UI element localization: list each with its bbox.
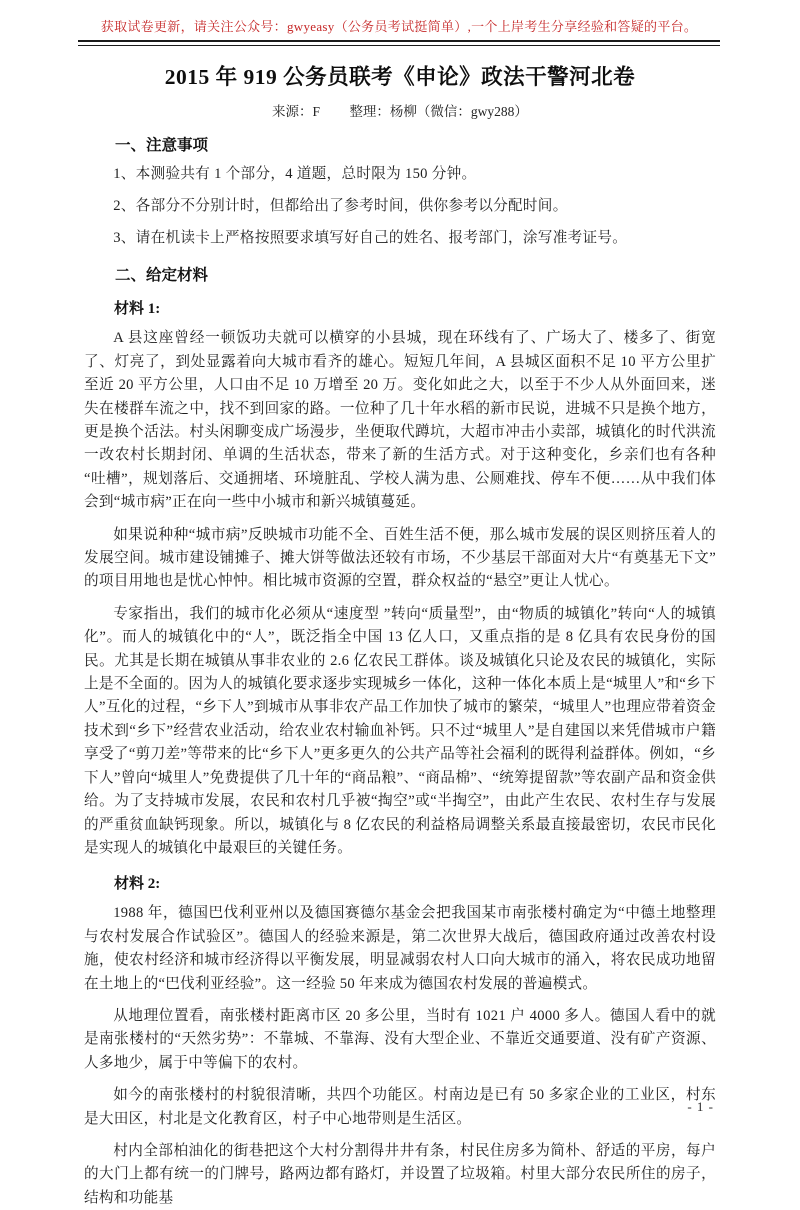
notice-item-2: 2、各部分不分别计时，但都给出了参考时间，供你参考以分配时间。 bbox=[113, 197, 568, 214]
source-label: 来源：F bbox=[272, 104, 321, 119]
notice-item-3: 3、请在机读卡上严格按照要求填写好自己的姓名、报考部门，涂写准考证号。 bbox=[113, 229, 628, 246]
header-double-rule bbox=[78, 40, 720, 46]
doc-meta-line bbox=[84, 100, 716, 120]
material-1-paragraph: 专家指出，我们的城市化必须从“速度型 ”转向“质量型”，由“物质的城镇化”转向“人的城镇化”。而人的城镇化中的“人”，既泛指全中国 13 亿人口，又重点指的是 8 亿具有农民身份的国民。尤其是长期在城镇从事非农业的 2.6 亿农民工群体。谈及城镇化只论及农民的城镇化，实际上是不全面的。因为人的城镇化要求逐步实现城乡一体化，这种一体化本质上是“城里人”和“乡下人”互化的过程，“乡下人”到城市从事非农产品工作加快了城市的繁荣，“城里人”也理应带着资金技术到“乡下”经营农业活动，给农业农村输血补钙。只不过“城里人”是自建国以来凭借城市户籍享受了“剪刀差”等带来的比“乡下人”更多更久的公共产品等社会福利的既得利益群体。例如，“乡下人”曾向“城里人”免费提供了几十年的“商品粮”、“商品棉”、“统筹提留款”等农副产品和资金供给。为了支持城市发展，农民和农村几乎被“掏空”或“半掏空”，由此产生农民、农村生存与发展的严重贫血缺钙现象。所以，城镇化与 8 亿农民的利益格局调整关系最直接最密切，农民市民化是实现人的城镇化中最艰巨的关键任务。 bbox=[84, 605, 716, 856]
editor-label: 整理：杨柳（微信：gwy288） bbox=[349, 104, 528, 119]
page-title: 2015 年 919 公务员联考《申论》政法干警河北卷 bbox=[164, 65, 636, 89]
material-1-paragraph: A 县这座曾经一顿饭功夫就可以横穿的小县城，现在环线有了、广场大了、楼多了、街宽了、灯亮了，到处显露着向大城市看齐的雄心。短短几年间，A 县城区面积不足 10 平方公里扩至近 20 平方公里，人口由不足 10 万增至 20 万。变化如此之大，以至于不少人从外面回来，迷失在楼群车流之中，找不到回家的路。一位种了几十年水稻的新市民说，进城不只是换个地方，更是换个活法。村头闲聊变成广场漫步，坐便取代蹲坑，大超市冲击小卖部，城镇化的时代洪流一改农村长期封闭、单调的生活状态，带来了新的生活方式。对于这种变化，乡亲们也有各种“吐槽”，规划落后、交通拥堵、环境脏乱、学校人满为患、公厕难找、停车不便……从中我们体会到“城市病”正在向一些中小城市和新兴城镇蔓延。 bbox=[84, 330, 716, 511]
document-content bbox=[84, 60, 716, 1210]
material-2-paragraph: 村内全部柏油化的街巷把这个大村分割得井井有条，村民住房多为简朴、舒适的平房，每户的大门上都有统一的门牌号，路两边都有路灯，并设置了垃圾箱。村里大部分农民所住的房子，结构和功能基 bbox=[84, 1142, 716, 1206]
material-1-heading: 材料 1: bbox=[114, 301, 161, 318]
page-number: - 1 - bbox=[687, 1099, 714, 1114]
material-2-paragraph: 从地理位置看，南张楼村距离市区 20 多公里，当时有 1021 户 4000 多人。德国人看中的就是南张楼村的“天然劣势”：不靠城、不靠海、没有大型企业、不靠近交通要道、没有矿产资源、人多地少，属于中等偏下的农村。 bbox=[84, 1007, 716, 1071]
notice-section-heading: 一、注意事项 bbox=[115, 137, 209, 154]
material-2-paragraph: 1988 年，德国巴伐利亚州以及德国赛德尔基金会把我国某市南张楼村确定为“中德土地整理与农村发展合作试验区”。德国人的经验来源是，第二次世界大战后，德国政府通过改善农村设施，使农村经济和城市经济得以平衡发展，明显减弱农村人口向大城市的涌入，将农民成功地留在土地上的“巴伐利亚经验”。这一经验 50 年来成为德国农村发展的普遍模式。 bbox=[84, 905, 716, 992]
notice-item-1: 1、本测验共有 1 个部分，4 道题，总时限为 150 分钟。 bbox=[113, 166, 477, 182]
materials-section-heading: 二、给定材料 bbox=[115, 267, 209, 285]
material-1-paragraph: 如果说种种“城市病”反映城市功能不全、百姓生活不便，那么城市发展的误区则挤压着人的发展空间。城市建设铺摊子、摊大饼等做法还较有市场，不少基层干部面对大片“有奠基无下文”的项目用地也是忧心忡忡。相比城市资源的空置，群众权益的“悬空”更让人忧心。 bbox=[84, 526, 716, 590]
header-notice: 获取试卷更新，请关注公众号：gwyeasy（公务员考试挺简单）,一个上岸考生分享经验和答疑的平台。 bbox=[100, 19, 698, 34]
material-2-heading: 材料 2: bbox=[114, 876, 161, 893]
material-2-paragraph: 如今的南张楼村的村貌很清晰，共四个功能区。村南边是已有 50 多家企业的工业区，村东是大田区，村北是文化教育区，村子中心地带则是生活区。 bbox=[84, 1087, 716, 1127]
document-page bbox=[0, 16, 800, 1206]
page-header bbox=[78, 16, 720, 46]
